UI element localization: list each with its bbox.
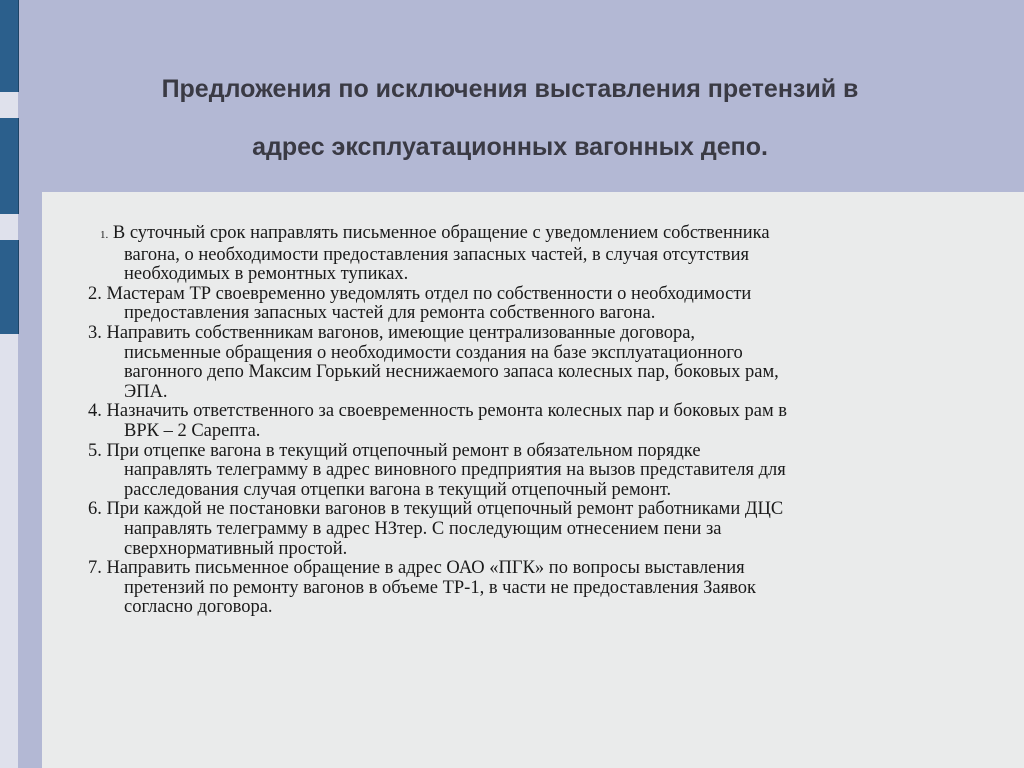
item-text-continuation: вагонного депо Максим Горький неснижаемого запаса колесных пар, боковых рам, [124,362,779,383]
item-text: Направить письменное обращение в адрес ОАО «ПГК» по вопросы выставления [106,558,745,579]
proposals-list [88,224,948,618]
item-text-continuation: претензий по ремонту вагонов в объеме ТР-1, в части не предоставления Заявок [124,577,756,598]
list-item [88,285,948,324]
item-text-continuation: письменные обращения о необходимости создания на базе эксплуатационного [124,342,743,363]
item-text: В суточный срок направлять письменное обращение с уведомлением собственника [112,223,770,243]
item-text-continuation: предоставления запасных частей для ремонта собственного вагона. [124,303,656,324]
item-text-continuation: ВРК – 2 Сарепта. [124,420,261,441]
item-text: При каждой не постановки вагонов в текущий отцепочный ремонт работниками ДЦС [106,499,784,520]
item-text-continuation: ЭПА. [124,381,168,402]
item-text: Направить собственникам вагонов, имеющие централизованные договора, [106,322,696,343]
left-accent-bar [0,0,19,92]
item-number: 3. [88,322,102,343]
item-number: 6. [88,499,102,520]
left-accent-bar [0,240,19,334]
title-line-1: Предложения по исключения выставления претензий в [161,75,859,103]
item-text-continuation: расследования случая отцепки вагона в текущий отцепочный ремонт. [124,479,672,500]
list-item [88,442,948,501]
item-number: 7. [88,558,102,579]
slide-title [60,60,960,176]
list-item [88,324,948,402]
item-number: 5. [88,440,102,461]
item-text-continuation: направлять телеграмму в адрес виновного предприятия на вызов представителя для [124,460,786,481]
left-strip [0,0,18,768]
item-text-continuation: сверхнормативный простой. [124,538,348,559]
item-text-continuation: направлять телеграмму в адрес НЗтер. С последующим отнесением пени за [124,518,722,539]
item-number: 2. [88,283,102,304]
list-item [88,224,948,285]
item-number: 1. [100,229,109,241]
item-text-continuation: необходимых в ремонтных тупиках. [124,264,409,285]
item-text: Назначить ответственного за своевременность ремонта колесных пар и боковых рам в [106,401,788,422]
item-text: При отцепке вагона в текущий отцепочный ремонт в обязательном порядке [106,440,701,461]
list-item [88,500,948,559]
list-item [88,559,948,618]
item-text-continuation: согласно договора. [124,597,273,618]
item-number: 4. [88,401,102,422]
left-accent-bar [0,118,19,214]
title-line-2: адрес эксплуатационных вагонных депо. [252,133,768,161]
list-item [88,402,948,441]
item-text-continuation: вагона, о необходимости предоставления запасных частей, в случая отсутствия [124,244,750,265]
item-text: Мастерам ТР своевременно уведомлять отдел по собственности о необходимости [106,283,752,304]
